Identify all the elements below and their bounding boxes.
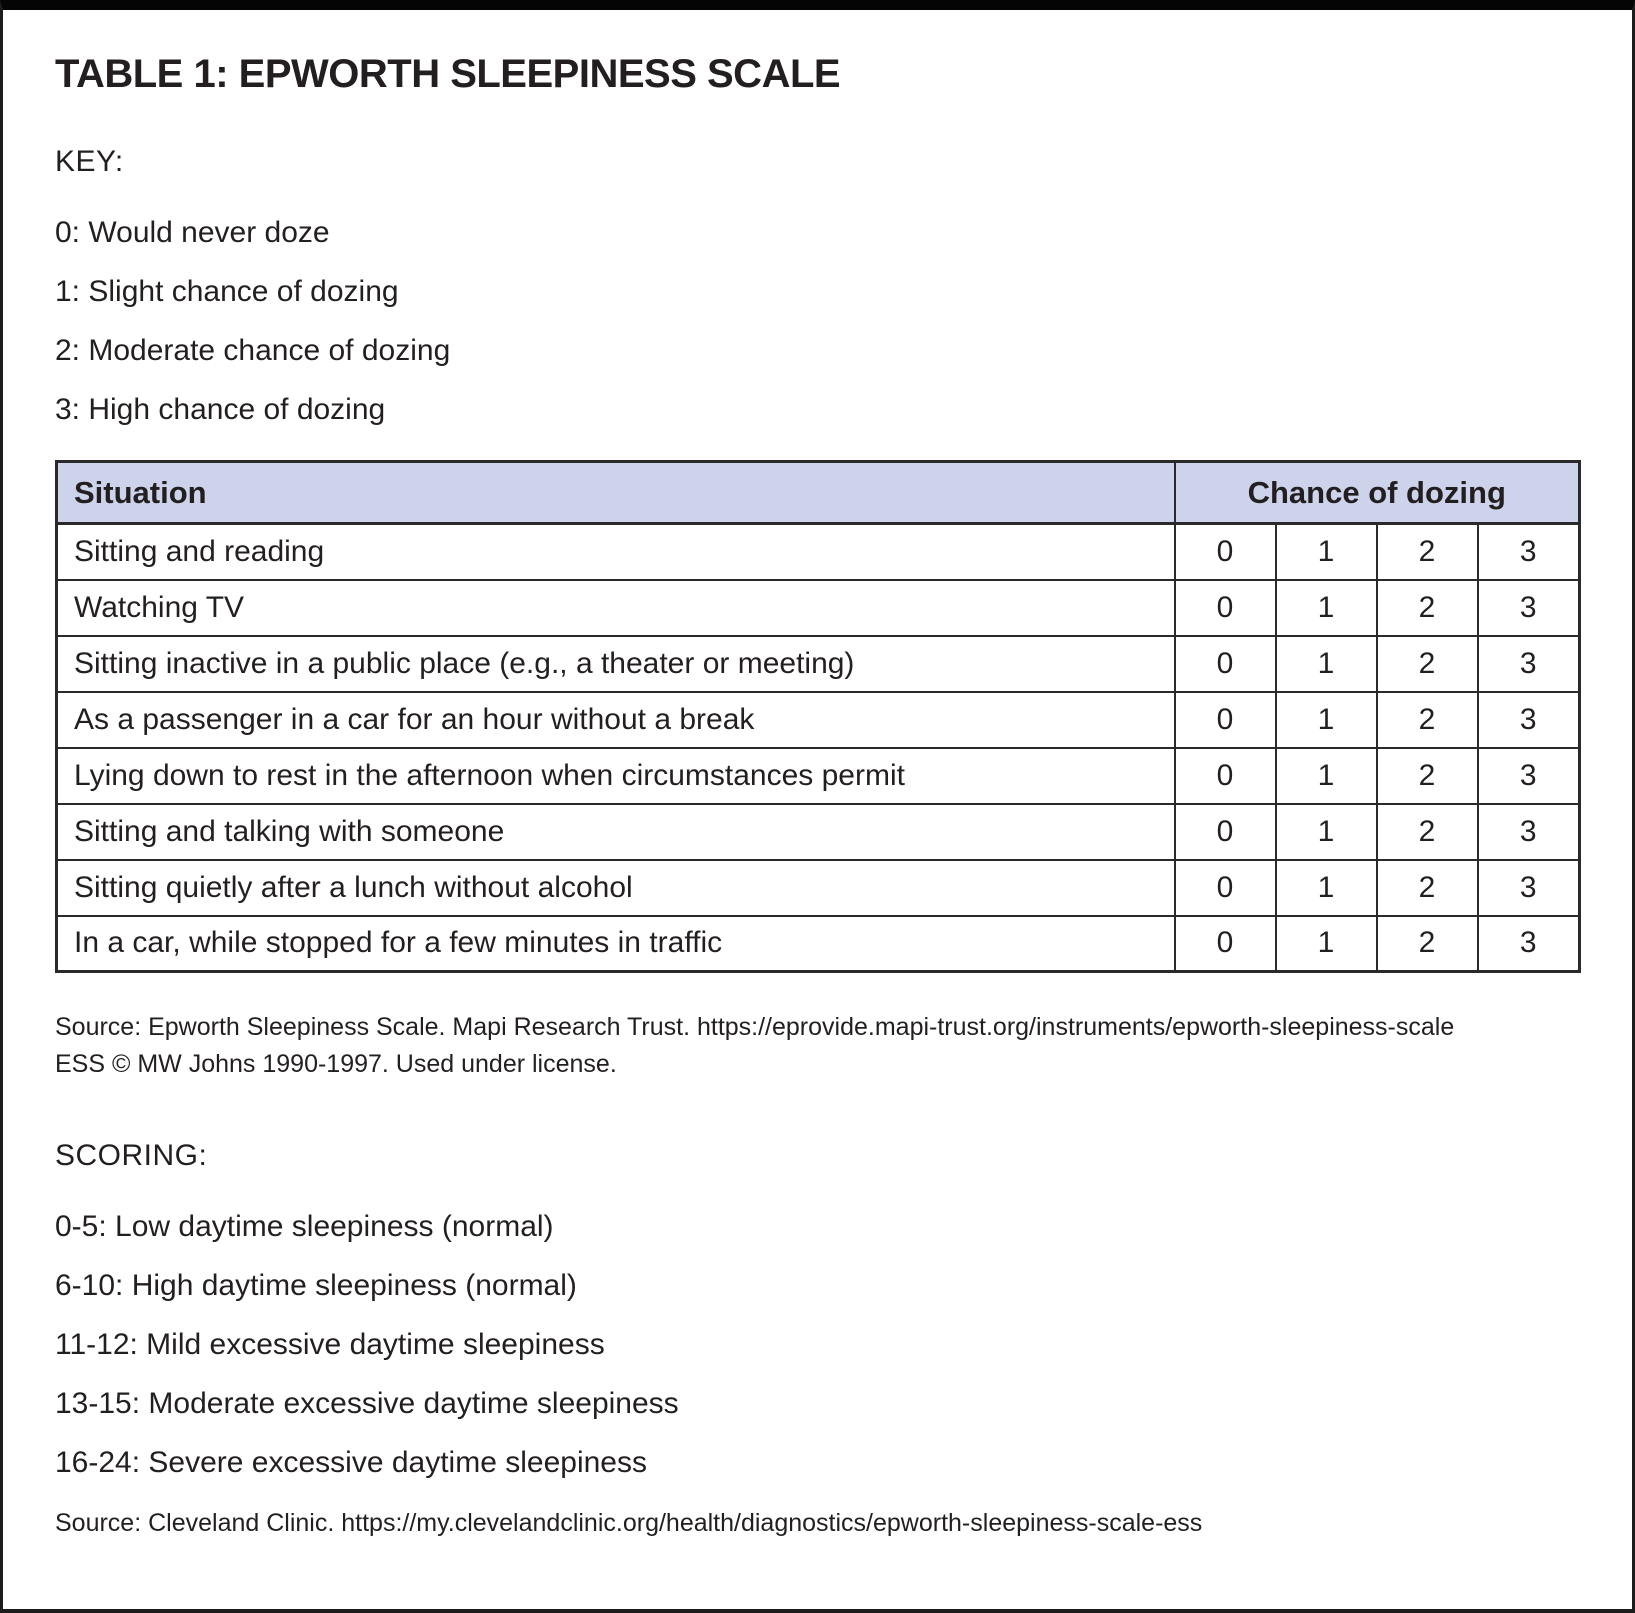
score-cell-1: 1	[1276, 804, 1377, 860]
epworth-sleepiness-table	[55, 460, 1581, 973]
situation-cell: Sitting quietly after a lunch without alcohol	[57, 860, 1175, 916]
score-cell-0: 0	[1175, 916, 1276, 972]
score-cell-1: 1	[1276, 748, 1377, 804]
score-cell-3: 3	[1478, 860, 1580, 916]
score-cell-0: 0	[1175, 804, 1276, 860]
score-cell-1: 1	[1276, 636, 1377, 692]
score-cell-0: 0	[1175, 860, 1276, 916]
score-cell-2: 2	[1377, 748, 1478, 804]
table-row	[57, 692, 1580, 748]
score-cell-2: 2	[1377, 804, 1478, 860]
score-cell-3: 3	[1478, 524, 1580, 580]
source-line-2: ESS © MW Johns 1990-1997. Used under license.	[55, 1050, 617, 1078]
score-cell-1: 1	[1276, 524, 1377, 580]
scoring-heading: SCORING:	[55, 1139, 208, 1172]
scoring-item-3: 13-15: Moderate excessive daytime sleepiness	[55, 1387, 679, 1420]
key-heading: KEY:	[55, 145, 124, 178]
score-cell-3: 3	[1478, 748, 1580, 804]
table-row	[57, 916, 1580, 972]
score-cell-2: 2	[1377, 692, 1478, 748]
chance-of-dozing-column-header: Chance of dozing	[1175, 462, 1580, 524]
scoring-section	[55, 1139, 1577, 1479]
score-cell-2: 2	[1377, 860, 1478, 916]
key-section	[55, 145, 1577, 426]
score-cell-1: 1	[1276, 860, 1377, 916]
score-cell-0: 0	[1175, 580, 1276, 636]
table-row	[57, 636, 1580, 692]
situation-cell: As a passenger in a car for an hour without a break	[57, 692, 1175, 748]
score-cell-2: 2	[1377, 524, 1478, 580]
score-cell-0: 0	[1175, 636, 1276, 692]
score-cell-3: 3	[1478, 916, 1580, 972]
situation-column-header: Situation	[57, 462, 1175, 524]
footer-source-citation: Source: Cleveland Clinic. https://my.clevelandclinic.org/health/diagnostics/epworth-sleepiness-scale-ess	[55, 1509, 1203, 1537]
score-cell-3: 3	[1478, 580, 1580, 636]
score-cell-0: 0	[1175, 748, 1276, 804]
situation-cell: Sitting and reading	[57, 524, 1175, 580]
scoring-item-2: 11-12: Mild excessive daytime sleepiness	[55, 1328, 605, 1361]
score-cell-3: 3	[1478, 692, 1580, 748]
score-cell-3: 3	[1478, 636, 1580, 692]
scoring-item-0: 0-5: Low daytime sleepiness (normal)	[55, 1210, 554, 1243]
situation-cell: Sitting inactive in a public place (e.g., a theater or meeting)	[57, 636, 1175, 692]
scoring-item-1: 6-10: High daytime sleepiness (normal)	[55, 1269, 577, 1302]
score-cell-2: 2	[1377, 580, 1478, 636]
table-row	[57, 524, 1580, 580]
key-item-2: 2: Moderate chance of dozing	[55, 334, 451, 367]
score-cell-0: 0	[1175, 524, 1276, 580]
score-cell-1: 1	[1276, 916, 1377, 972]
situation-cell: Lying down to rest in the afternoon when circumstances permit	[57, 748, 1175, 804]
table-row	[57, 804, 1580, 860]
key-item-1: 1: Slight chance of dozing	[55, 275, 399, 308]
score-cell-1: 1	[1276, 692, 1377, 748]
score-cell-2: 2	[1377, 636, 1478, 692]
table-row	[57, 580, 1580, 636]
score-cell-0: 0	[1175, 692, 1276, 748]
table-row	[57, 748, 1580, 804]
table-source-citation	[55, 1009, 1577, 1083]
scoring-item-4: 16-24: Severe excessive daytime sleepiness	[55, 1446, 647, 1479]
table-row	[57, 860, 1580, 916]
score-cell-1: 1	[1276, 580, 1377, 636]
page-title: TABLE 1: EPWORTH SLEEPINESS SCALE	[55, 52, 841, 96]
key-item-0: 0: Would never doze	[55, 216, 330, 249]
source-line-1: Source: Epworth Sleepiness Scale. Mapi Research Trust. https://eprovide.mapi-trust.org/instruments/epworth-sleepiness-scale	[55, 1013, 1455, 1041]
key-item-3: 3: High chance of dozing	[55, 393, 386, 426]
situation-cell: Sitting and talking with someone	[57, 804, 1175, 860]
score-cell-3: 3	[1478, 804, 1580, 860]
situation-cell: Watching TV	[57, 580, 1175, 636]
situation-cell: In a car, while stopped for a few minutes in traffic	[57, 916, 1175, 972]
score-cell-2: 2	[1377, 916, 1478, 972]
table-header-row	[57, 462, 1580, 524]
